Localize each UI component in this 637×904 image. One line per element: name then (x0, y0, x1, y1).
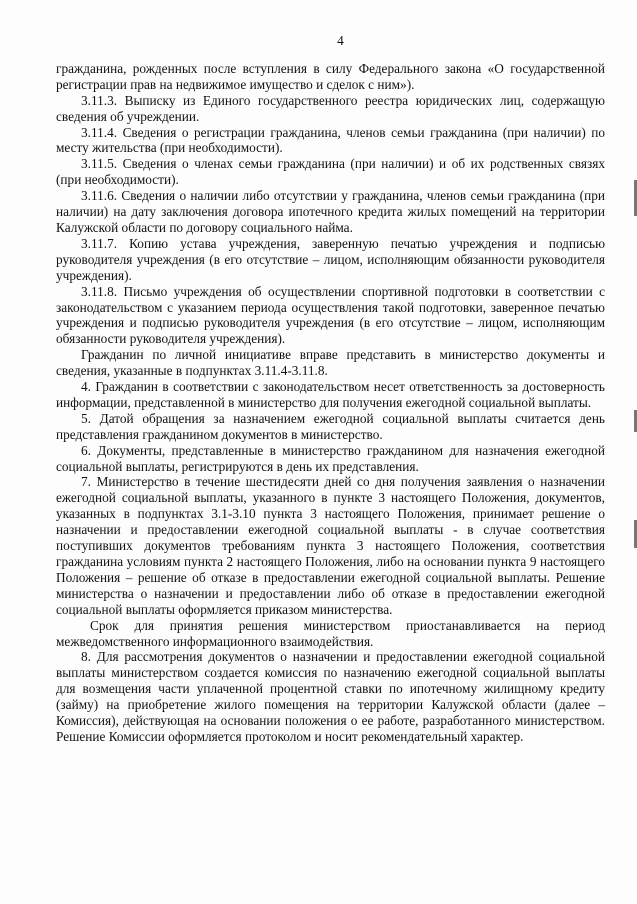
page-number: 4 (337, 33, 344, 48)
paragraph-4: 4. Гражданин в соответствии с законодательством несет ответственность за достоверность информации, представленной в министерство для получения ежегодной социальной выплаты. (56, 379, 605, 410)
paragraph-8: 8. Для рассмотрения документов о назначении и предоставлении ежегодной социальной выплаты министерством создается комиссия по назначению ежегодной социальной выплаты для возмещения части уплаченной процентной ставки по ипотечному жилищному кредиту (займу) на приобретение жилого помещения на территории Калужской области (далее – Комиссия), действующая на основании положения о ее работе, разработанного министерством. Решение Комиссии оформляется протоколом и носит рекомендательный характер. (56, 649, 605, 744)
paragraph-3-11-4: 3.11.4. Сведения о регистрации гражданина, членов семьи гражданина (при наличии) по месту жительства (при необходимости). (56, 124, 605, 156)
paragraph-personal-initiative: Гражданин по личной инициативе вправе представить в министерство документы и сведения, указанные в подпунктах 3.11.4-3.11.8. (56, 347, 605, 379)
paragraph-7: 7. Министерство в течение шестидесяти дней со дня получения заявления о назначении ежегодной социальной выплаты, указанного в пункте 3 настоящего Положения, документов, указанных в подпунктах 3.1-3.10 пункта 3 настоящего Положения, принимает решение о назначении и предоставлении ежегодной социальной выплаты - в случае соответствия поступивших документов требованиям пункта 3 настоящего Положения, соответствия гражданина условиям пункта 2 настоящего Положения, либо на основании пункта 9 настоящего Положения – решение об отказе в предоставлении ежегодной социальной выплаты. Решение министерства о назначении и предоставлении либо об отказе в предоставлении ежегодной социальной выплаты оформляется приказом министерства. (56, 474, 605, 617)
paragraph-3-11-7: 3.11.7. Копию устава учреждения, заверенную печатью учреждения и подписью руководителя учреждения (в его отсутствие – лицом, исполняющим обязанности руководителя учреждения). (56, 235, 605, 283)
paragraph-3-11-5: 3.11.5. Сведения о членах семьи гражданина (при наличии) и об их родственных связях (при необходимости). (56, 156, 605, 188)
paragraph-3-11-3: 3.11.3. Выписку из Единого государственного реестра юридических лиц, содержащую сведения об учреждении. (56, 92, 605, 124)
paragraph-3-11-6: 3.11.6. Сведения о наличии либо отсутствии у гражданина, членов семьи гражданина (при наличии) на дату заключения договора ипотечного кредита жилых помещений на территории Калужской области по договору социального найма. (56, 188, 605, 235)
paragraph-decision-term: Срок для принятия решения министерством приостанавливается на период межведомственного информационного взаимодействия. (56, 617, 605, 649)
paragraph-3-11-8: 3.11.8. Письмо учреждения об осуществлении спортивной подготовки в соответствии с законодательством с указанием периода осуществления такой подготовки, заверенное печатью учреждения и подписью руководителя учреждения (в его отсутствие – лицом, исполняющим обязанности руководителя учреждения). (56, 283, 605, 347)
paragraph-6: 6. Документы, представленные в министерство гражданином для назначения ежегодной социальной выплаты, регистрируются в день их представления. (56, 442, 605, 474)
paragraph-continuation: гражданина, рожденных после вступления в силу Федерального закона «О государственной регистрации прав на недвижимое имущество и сделок с ним»). (56, 60, 605, 92)
paragraph-5: 5. Датой обращения за назначением ежегодной социальной выплаты считается день представления гражданином документов в министерство. (56, 410, 605, 442)
